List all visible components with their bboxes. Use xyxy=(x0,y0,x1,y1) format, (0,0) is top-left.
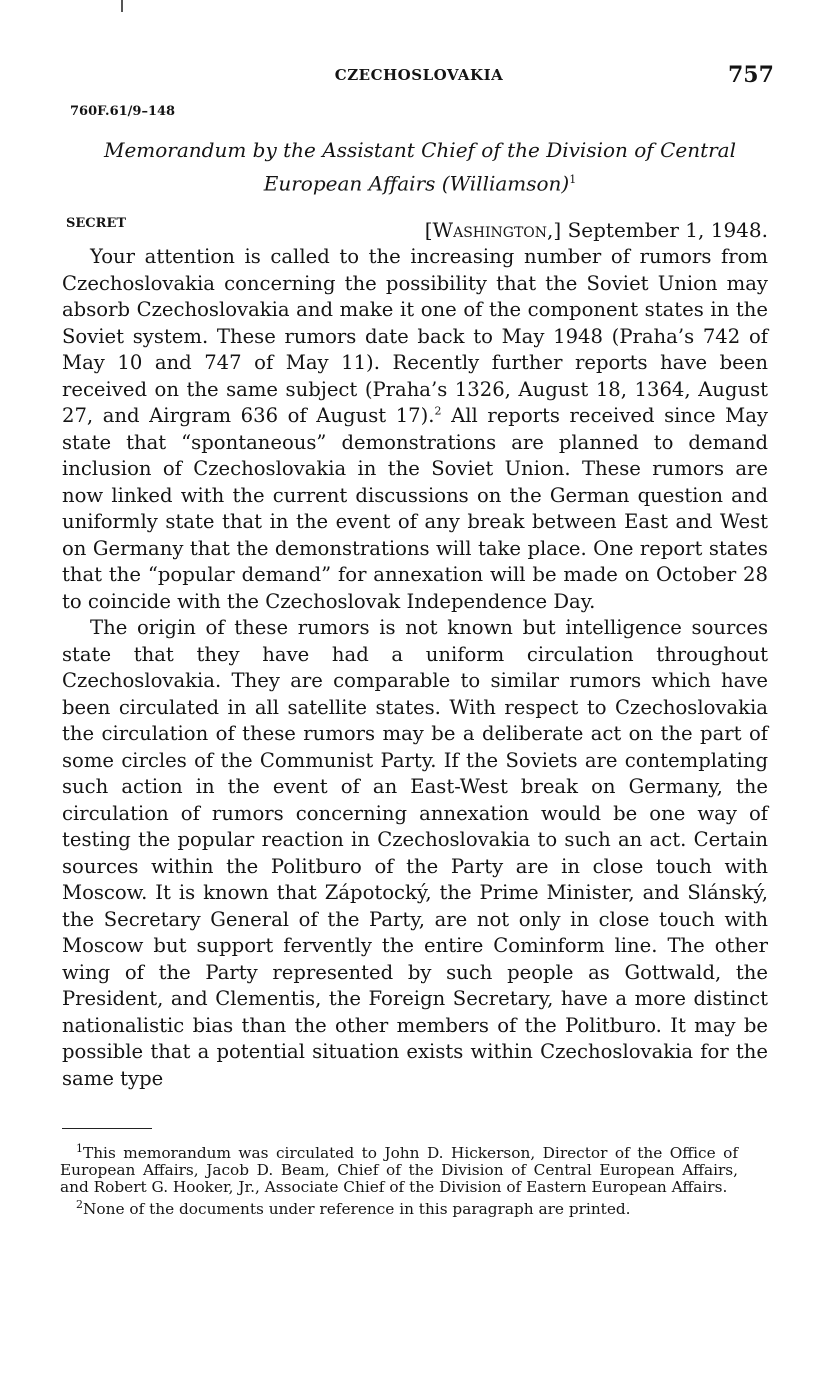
footnote-2-text: None of the documents under reference in this paragraph are printed. xyxy=(83,1200,631,1219)
title-line-2-text: European Affairs (Williamson) xyxy=(263,171,570,196)
file-reference: 760F.61/9–148 xyxy=(70,104,176,119)
footnotes xyxy=(60,1140,738,1218)
footnote-divider xyxy=(62,1128,152,1129)
dateline xyxy=(425,218,768,242)
footnote-1 xyxy=(60,1140,738,1196)
footnote-1-mark: 1 xyxy=(76,1142,83,1155)
dateline-date: September 1, 1948. xyxy=(567,218,768,242)
footnote-2-mark: 2 xyxy=(76,1198,83,1212)
paragraph-1-footnote-mark: 2 xyxy=(434,404,442,418)
classification-label: SECRET xyxy=(66,216,127,231)
footnote-2 xyxy=(60,1196,738,1218)
footnote-1-text: This memorandum was circulated to John D. Hickerson, Director of the Office of European Affairs, Jacob D. Beam, Chief of the Division of Central European Affairs, and Robert G. Hooker, Jr., Associate Chief of the Division of Eastern European Affairs. xyxy=(60,1144,738,1197)
page-number: 757 xyxy=(728,62,774,88)
dateline-place: Washington xyxy=(432,218,548,242)
paragraph-1-part-a: Your attention is called to the increasing number of rumors from Czechoslovakia concerning the possibility that the Soviet Union may absorb Czechoslovakia and make it one of the component states in the Soviet system. These rumors date back to May 1948 (Praha’s 742 of May 10 and 747 of May 11). Recently further reports have been received on the same subject (Praha’s 1326, August 18, 1364, August 27, and Airgram 636 of August 17). xyxy=(62,245,768,427)
paragraph-1-part-b: All reports received since May state that “spontaneous” demonstrations are planned to demand inclusion of Czechoslovakia in the Soviet Union. These rumors are now linked with the current discussions on the German question and uniformly state that in the event of any break between East and West on Germany that the demonstrations will take place. One report states that the “popular demand” for annexation will be made on October 28 to coincide with the Czechoslovak Independence Day. xyxy=(62,404,768,613)
paragraph-1 xyxy=(62,244,768,615)
dateline-bracket-open: [ xyxy=(424,218,433,242)
document-title xyxy=(80,136,760,199)
title-footnote-mark: 1 xyxy=(569,173,577,186)
title-line-2 xyxy=(80,165,760,199)
title-line-1: Memorandum by the Assistant Chief of the Division of Central xyxy=(103,138,737,162)
paragraph-2: The origin of these rumors is not known but intelligence sources state that they have had a uniform circulation throughout Czechoslovakia. They are comparable to similar rumors which have been circulated in all satellite states. With respect to Czechoslovakia the circulation of these rumors may be a deliberate act on the part of some circles of the Communist Party. If the Soviets are contemplating such action in the event of an East-West break on Germany, the circulation of rumors concerning annexation would be one way of testing the popular reaction in Czechoslovakia to such an act. Certain sources within the Politburo of the Party are in close touch with Moscow. It is known that Zápotocký, the Prime Minister, and Slánský, the Secretary General of the Party, are not only in close touch with Moscow but support fervently the entire Cominform line. The other wing of the Party represented by such people as Gottwald, the President, and Clementis, the Foreign Secretary, have a more distinct nationalistic bias than the other members of the Politburo. It may be possible that a potential situation exists within Czechoslovakia for the same type xyxy=(62,616,768,1090)
dateline-bracket-close: ,] xyxy=(547,218,562,242)
running-head: CZECHOSLOVAKIA xyxy=(334,66,504,84)
memorandum-body xyxy=(62,244,768,1092)
scan-margin-mark xyxy=(121,0,123,12)
